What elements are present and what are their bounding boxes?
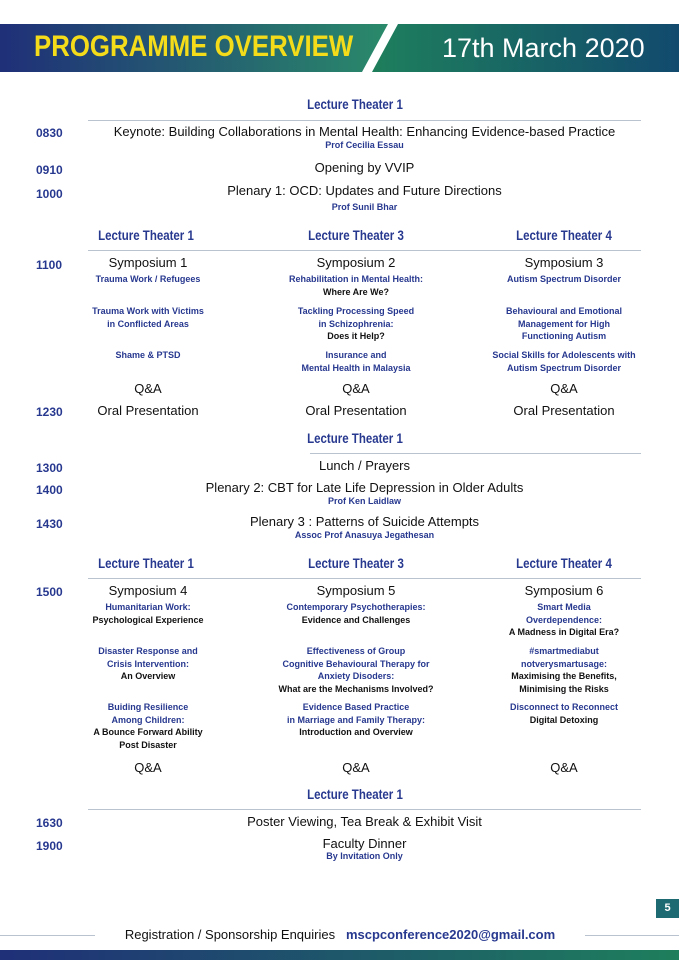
talk-title: Disaster Response and	[98, 646, 198, 656]
venue-heading-lt1-evening: Lecture Theater 1	[307, 786, 403, 802]
venue-rule	[88, 250, 641, 251]
venue-rule	[88, 578, 641, 579]
footer-bar	[0, 950, 679, 960]
plenary1-title: Plenary 1: OCD: Updates and Future Directions	[227, 183, 502, 198]
symposium-2-talk-1	[270, 273, 442, 298]
talk-title: Trauma Work / Refugees	[95, 274, 201, 284]
plenary1-speaker: Prof Sunil Bhar	[331, 202, 398, 212]
talk-title: Buiding Resilience	[107, 702, 189, 712]
talk-title: Rehabilitation in Mental Health:	[288, 274, 423, 284]
symposium-5-title: Symposium 5	[316, 583, 396, 598]
symposium-3-talk-1	[478, 273, 650, 286]
talk-title: #smartmediabut	[529, 646, 599, 656]
symposium-2-title: Symposium 2	[316, 255, 396, 270]
talk-title: Shame & PTSD	[115, 350, 181, 360]
venue-heading-lt1-b: Lecture Theater 1	[98, 555, 194, 571]
symposium-6-talk-1	[478, 601, 650, 639]
symposium-6-title: Symposium 6	[524, 583, 604, 598]
symposium-1-title: Symposium 1	[108, 255, 188, 270]
time-1500: 1500	[36, 585, 63, 599]
plenary3-speaker: Assoc Prof Anasuya Jegathesan	[294, 530, 435, 540]
talk-title: Behavioural and Emotional	[505, 306, 623, 316]
venue-heading-lt3-a: Lecture Theater 3	[308, 227, 404, 243]
venue-rule	[310, 453, 641, 454]
talk-title: Cognitive Behavioural Therapy for	[282, 658, 430, 669]
symposium-2-talk-2	[270, 305, 442, 343]
talk-title: in Schizophrenia:	[318, 318, 394, 329]
talk-title: Tackling Processing Speed	[297, 306, 415, 316]
talk-title: Management for High	[517, 318, 610, 329]
talk-title: Disconnect to Reconnect	[509, 702, 619, 712]
time-0910: 0910	[36, 163, 63, 177]
symposium-5-talk-2	[270, 645, 442, 695]
talk-title: in Conflicted Areas	[107, 318, 189, 329]
talk-title: in Marriage and Family Therapy:	[286, 714, 426, 725]
symposium-4-title: Symposium 4	[108, 583, 188, 598]
talk-title: Mental Health in Malaysia	[301, 362, 411, 373]
talk-subtitle: Minimising the Risks	[519, 683, 609, 694]
symposium-6-talk-2	[478, 645, 650, 695]
talk-title: Humanitarian Work:	[105, 602, 191, 612]
oral-presentation: Oral Presentation	[513, 403, 615, 418]
time-1430: 1430	[36, 517, 63, 531]
venue-heading-lt4-a: Lecture Theater 4	[516, 227, 612, 243]
qa-label: Q&A	[134, 381, 162, 396]
symposium-4-talk-2	[88, 645, 208, 683]
talk-title: Evidence Based Practice	[302, 702, 410, 712]
oral-presentation: Oral Presentation	[97, 403, 199, 418]
talk-title: Anxiety Disoders:	[317, 671, 395, 681]
time-1000: 1000	[36, 187, 63, 201]
symposium-5-talk-3	[270, 701, 442, 739]
symposium-5-talk-1	[270, 601, 442, 626]
time-1630: 1630	[36, 816, 63, 830]
symposium-4-talk-1	[88, 601, 208, 626]
talk-subtitle: Introduction and Overview	[299, 727, 413, 737]
time-1230: 1230	[36, 405, 63, 419]
venue-heading-lt1-a: Lecture Theater 1	[98, 227, 194, 243]
talk-subtitle: A Madness in Digital Era?	[508, 627, 620, 637]
talk-title: Crisis Intervention:	[106, 658, 189, 669]
keynote-title: Keynote: Building Collaborations in Mental Health: Enhancing Evidence-based Practice	[113, 124, 616, 139]
lunch-title: Lunch / Prayers	[318, 458, 411, 473]
symposium-1-talk-2	[88, 305, 208, 330]
symposium-3-title: Symposium 3	[524, 255, 604, 270]
talk-title: Social Skills for Adolescents with	[492, 350, 636, 360]
talk-subtitle: Where Are We?	[322, 286, 389, 297]
talk-subtitle: An Overview	[120, 671, 176, 681]
plenary2-title: Plenary 2: CBT for Late Life Depression in Older Adults	[205, 480, 524, 495]
venue-rule	[88, 120, 641, 121]
qa-label: Q&A	[134, 760, 162, 775]
symposium-1-talk-1	[88, 273, 208, 286]
talk-subtitle: Does it Help?	[327, 331, 385, 341]
symposium-2-talk-3	[270, 349, 442, 374]
oral-presentation: Oral Presentation	[305, 403, 407, 418]
talk-title: notverysmartusage:	[520, 658, 608, 669]
talk-subtitle: Digital Detoxing	[529, 714, 599, 725]
symposium-3-talk-3	[478, 349, 650, 374]
talk-subtitle: What are the Mechanisms Involved?	[278, 683, 434, 694]
enquiries-label: Registration / Sponsorship Enquiries	[124, 927, 336, 942]
poster-title: Poster Viewing, Tea Break & Exhibit Visit	[247, 814, 482, 829]
time-1400: 1400	[36, 483, 63, 497]
time-1100: 1100	[36, 258, 63, 272]
qa-label: Q&A	[550, 381, 578, 396]
talk-title: Functioning Autism	[521, 331, 607, 341]
talk-title: Among Children:	[111, 714, 185, 725]
talk-title: Autism Spectrum Disorder	[506, 362, 622, 373]
event-date: 17th March 2020	[442, 33, 645, 63]
talk-subtitle: A Bounce Forward Ability	[93, 727, 203, 737]
time-1300: 1300	[36, 461, 63, 475]
page-number: 5	[664, 902, 671, 914]
venue-heading-lt4-b: Lecture Theater 4	[516, 555, 612, 571]
talk-title: Contemporary Psychotherapies:	[286, 602, 426, 612]
talk-subtitle: Post Disaster	[119, 739, 177, 750]
talk-title: Smart Media	[537, 602, 591, 612]
venue-heading-lt3-b: Lecture Theater 3	[308, 555, 404, 571]
dinner-title: Faculty Dinner	[322, 836, 407, 851]
footer-text	[95, 926, 585, 944]
talk-subtitle: Evidence and Challenges	[301, 614, 411, 625]
symposium-1-talk-3	[88, 349, 208, 362]
qa-label: Q&A	[342, 760, 370, 775]
plenary3-title: Plenary 3 : Patterns of Suicide Attempts	[249, 514, 480, 529]
talk-subtitle: Psychological Experience	[92, 614, 204, 625]
talk-title: Overdependence:	[525, 614, 603, 625]
venue-rule	[88, 809, 641, 810]
talk-title: Effectiveness of Group	[306, 646, 406, 656]
time-1900: 1900	[36, 839, 63, 853]
dinner-note: By Invitation Only	[326, 851, 403, 861]
symposium-3-talk-2	[478, 305, 650, 343]
contact-email[interactable]: mscpconference2020@gmail.com	[345, 927, 556, 942]
talk-title: Autism Spectrum Disorder	[506, 274, 622, 284]
plenary2-speaker: Prof Ken Laidlaw	[327, 496, 401, 506]
keynote-speaker: Prof Cecilia Essau	[325, 140, 404, 150]
page-title: PROGRAMME OVERVIEW	[34, 30, 354, 63]
opening-title: Opening by VVIP	[314, 160, 415, 175]
talk-subtitle: Maximising the Benefits,	[511, 671, 617, 681]
venue-heading-lt1-midday: Lecture Theater 1	[307, 430, 403, 446]
header-banner	[0, 24, 679, 72]
symposium-6-talk-3	[478, 701, 650, 726]
time-0830: 0830	[36, 126, 63, 140]
qa-label: Q&A	[550, 760, 578, 775]
talk-title: Trauma Work with Victims	[92, 306, 204, 316]
venue-heading-lt1-morning: Lecture Theater 1	[307, 96, 403, 112]
symposium-4-talk-3	[88, 701, 208, 751]
qa-label: Q&A	[342, 381, 370, 396]
talk-title: Insurance and	[325, 350, 387, 360]
page-number-badge	[656, 899, 679, 918]
